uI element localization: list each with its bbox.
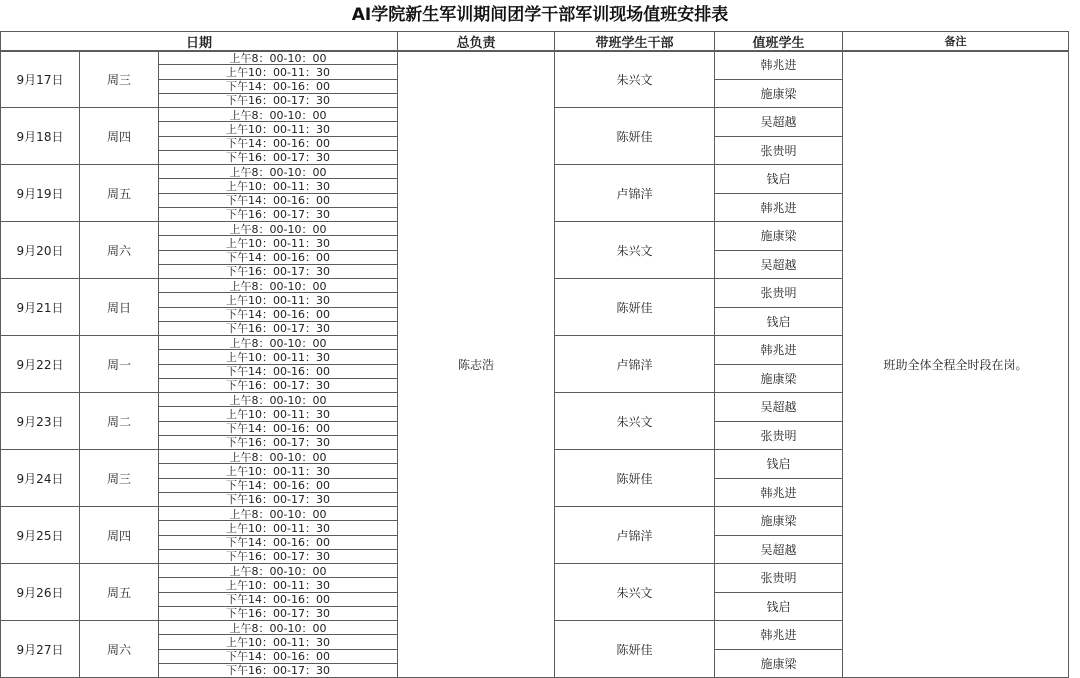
row-weekday: 周六 — [80, 621, 159, 678]
row-duty-student: 韩兆进 — [715, 621, 843, 650]
time-slot: 下午16：00-17：30 — [159, 94, 398, 108]
header-note: 备注 — [843, 31, 1069, 51]
row-weekday: 周三 — [80, 51, 159, 108]
time-slot: 下午14：00-16：00 — [159, 422, 398, 436]
row-weekday: 周四 — [80, 507, 159, 564]
time-slot: 下午14：00-16：00 — [159, 251, 398, 265]
row-duty-student: 张贵明 — [715, 564, 843, 593]
row-duty-student: 钱启 — [715, 593, 843, 622]
row-weekday: 周四 — [80, 108, 159, 165]
row-date: 9月20日 — [0, 222, 80, 279]
row-duty-student: 吴超越 — [715, 108, 843, 137]
row-lead: 朱兴文 — [555, 222, 715, 279]
time-slot: 上午10：00-11：30 — [159, 122, 398, 136]
row-lead: 朱兴文 — [555, 393, 715, 450]
time-slot: 下午16：00-17：30 — [159, 322, 398, 336]
time-slot: 上午10：00-11：30 — [159, 464, 398, 478]
time-slot: 上午10：00-11：30 — [159, 407, 398, 421]
time-slot: 下午14：00-16：00 — [159, 650, 398, 664]
time-slot: 上午8：00-10：00 — [159, 279, 398, 293]
duty-schedule-table — [0, 31, 1080, 642]
time-slot: 上午8：00-10：00 — [159, 51, 398, 65]
time-slot: 下午14：00-16：00 — [159, 479, 398, 493]
note-cell: 班助全体全程全时段在岗。 — [843, 51, 1069, 678]
row-duty-student: 施康梁 — [715, 222, 843, 251]
row-date: 9月23日 — [0, 393, 80, 450]
time-slot: 下午16：00-17：30 — [159, 607, 398, 621]
header-duty: 值班学生 — [715, 31, 843, 51]
time-slot: 下午16：00-17：30 — [159, 436, 398, 450]
row-date: 9月19日 — [0, 165, 80, 222]
row-duty-student: 张贵明 — [715, 422, 843, 451]
time-slot: 上午10：00-11：30 — [159, 578, 398, 592]
time-slot: 上午10：00-11：30 — [159, 635, 398, 649]
row-duty-student: 吴超越 — [715, 536, 843, 565]
time-slot: 下午14：00-16：00 — [159, 536, 398, 550]
time-slot: 下午16：00-17：30 — [159, 151, 398, 165]
row-lead: 陈妍佳 — [555, 108, 715, 165]
row-lead: 朱兴文 — [555, 51, 715, 108]
row-duty-student: 韩兆进 — [715, 51, 843, 80]
time-slot: 上午8：00-10：00 — [159, 108, 398, 122]
row-lead: 卢锦洋 — [555, 507, 715, 564]
time-slot: 上午8：00-10：00 — [159, 393, 398, 407]
row-lead: 卢锦洋 — [555, 336, 715, 393]
row-date: 9月21日 — [0, 279, 80, 336]
time-slot: 下午14：00-16：00 — [159, 308, 398, 322]
header-lead: 带班学生干部 — [555, 31, 715, 51]
row-duty-student: 吴超越 — [715, 251, 843, 280]
row-weekday: 周三 — [80, 450, 159, 507]
time-slot: 上午8：00-10：00 — [159, 336, 398, 350]
chief-cell: 陈志浩 — [398, 51, 555, 678]
row-date: 9月17日 — [0, 51, 80, 108]
row-date: 9月22日 — [0, 336, 80, 393]
time-slot: 下午16：00-17：30 — [159, 265, 398, 279]
row-lead: 朱兴文 — [555, 564, 715, 621]
row-date: 9月27日 — [0, 621, 80, 678]
header-date: 日期 — [0, 31, 398, 51]
time-slot: 下午14：00-16：00 — [159, 593, 398, 607]
row-duty-student: 张贵明 — [715, 137, 843, 166]
row-duty-student: 韩兆进 — [715, 336, 843, 365]
row-duty-student: 施康梁 — [715, 507, 843, 536]
time-slot: 下午16：00-17：30 — [159, 208, 398, 222]
time-slot: 上午8：00-10：00 — [159, 222, 398, 236]
time-slot: 下午14：00-16：00 — [159, 137, 398, 151]
row-lead: 陈妍佳 — [555, 279, 715, 336]
row-date: 9月18日 — [0, 108, 80, 165]
row-duty-student: 钱启 — [715, 165, 843, 194]
time-slot: 上午8：00-10：00 — [159, 621, 398, 635]
time-slot: 上午8：00-10：00 — [159, 165, 398, 179]
row-lead: 陈妍佳 — [555, 621, 715, 678]
time-slot: 下午14：00-16：00 — [159, 80, 398, 94]
row-lead: 卢锦洋 — [555, 165, 715, 222]
row-date: 9月25日 — [0, 507, 80, 564]
row-duty-student: 吴超越 — [715, 393, 843, 422]
time-slot: 下午16：00-17：30 — [159, 379, 398, 393]
time-slot: 上午10：00-11：30 — [159, 350, 398, 364]
row-weekday: 周六 — [80, 222, 159, 279]
row-weekday: 周五 — [80, 165, 159, 222]
time-slot: 上午10：00-11：30 — [159, 179, 398, 193]
row-duty-student: 施康梁 — [715, 650, 843, 678]
row-duty-student: 韩兆进 — [715, 194, 843, 223]
time-slot: 下午16：00-17：30 — [159, 550, 398, 564]
time-slot: 下午14：00-16：00 — [159, 365, 398, 379]
time-slot: 上午8：00-10：00 — [159, 450, 398, 464]
row-duty-student: 施康梁 — [715, 365, 843, 394]
row-weekday: 周一 — [80, 336, 159, 393]
row-date: 9月26日 — [0, 564, 80, 621]
header-chief: 总负责 — [398, 31, 555, 51]
row-duty-student: 钱启 — [715, 308, 843, 337]
time-slot: 下午14：00-16：00 — [159, 194, 398, 208]
time-slot: 上午10：00-11：30 — [159, 521, 398, 535]
time-slot: 上午10：00-11：30 — [159, 293, 398, 307]
time-slot: 上午10：00-11：30 — [159, 236, 398, 250]
row-duty-student: 张贵明 — [715, 279, 843, 308]
row-duty-student: 韩兆进 — [715, 479, 843, 508]
row-lead: 陈妍佳 — [555, 450, 715, 507]
row-weekday: 周日 — [80, 279, 159, 336]
time-slot: 上午8：00-10：00 — [159, 564, 398, 578]
row-weekday: 周二 — [80, 393, 159, 450]
row-weekday: 周五 — [80, 564, 159, 621]
row-duty-student: 施康梁 — [715, 80, 843, 109]
time-slot: 下午16：00-17：30 — [159, 664, 398, 678]
page-title: AI学院新生军训期间团学干部军训现场值班安排表 — [0, 0, 1080, 31]
time-slot: 上午8：00-10：00 — [159, 507, 398, 521]
row-date: 9月24日 — [0, 450, 80, 507]
time-slot: 下午16：00-17：30 — [159, 493, 398, 507]
row-duty-student: 钱启 — [715, 450, 843, 479]
time-slot: 上午10：00-11：30 — [159, 65, 398, 79]
